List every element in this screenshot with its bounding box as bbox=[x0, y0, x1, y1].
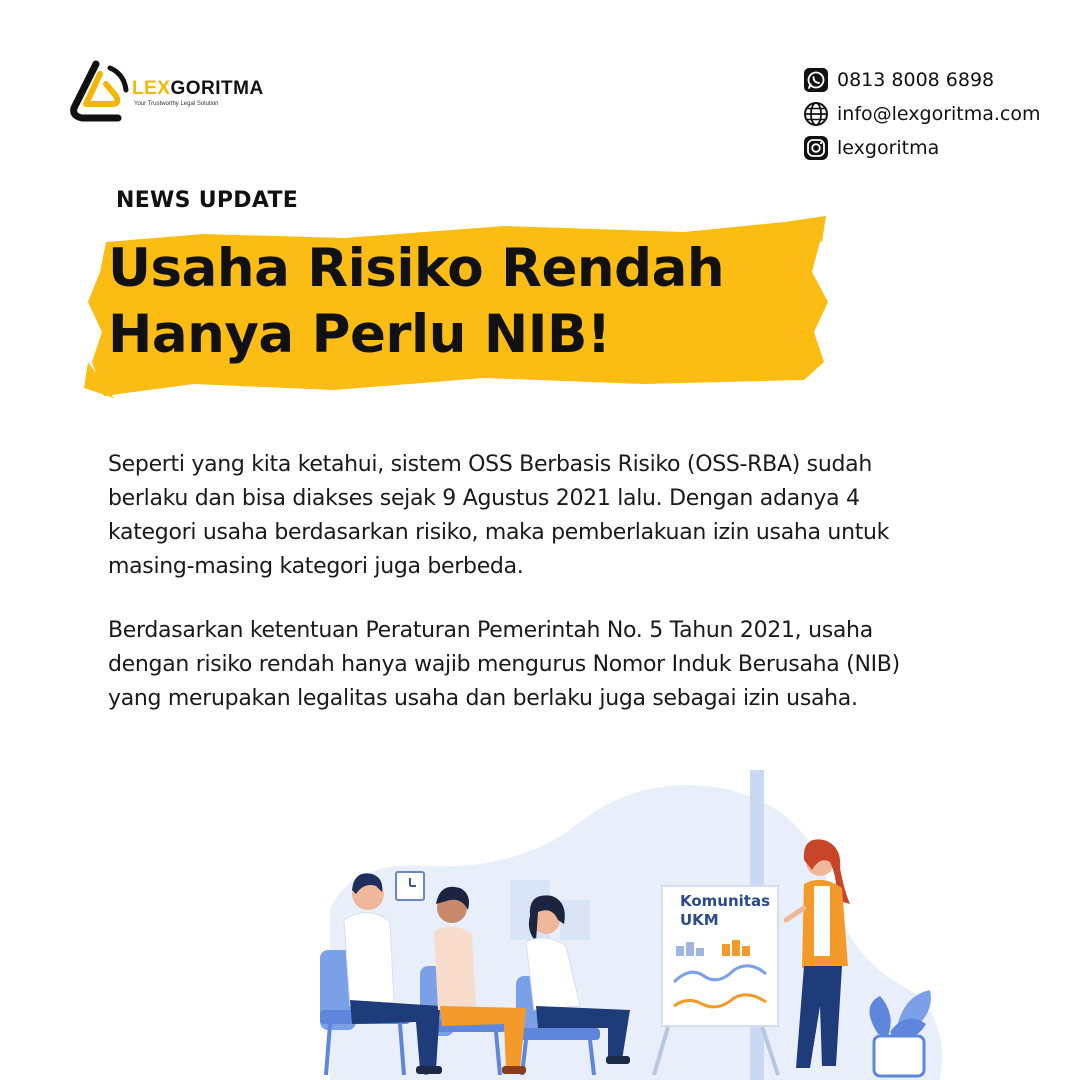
meeting-illustration bbox=[290, 770, 980, 1080]
headline-line-1: Usaha Risiko Rendah bbox=[108, 238, 725, 299]
meeting-scene-icon bbox=[290, 770, 980, 1080]
contact-list bbox=[803, 63, 1063, 165]
contact-instagram-text: lexgoritma bbox=[837, 137, 940, 159]
board-title-line-1: Komunitas bbox=[680, 892, 771, 910]
headline-title bbox=[108, 236, 828, 368]
brand-tagline: Your Trustworthy Legal Solution bbox=[134, 101, 219, 107]
instagram-icon bbox=[803, 135, 829, 161]
paragraph-2: Berdasarkan ketentuan Peraturan Pemerintah No. 5 Tahun 2021, usaha dengan risiko rendah hanya wajib mengurus Nomor Induk Berusaha (NIB) yang merupakan legalitas usaha dan berlaku juga sebagai izin usaha. bbox=[108, 618, 900, 711]
brand-logo bbox=[66, 60, 286, 126]
news-kicker: NEWS UPDATE bbox=[116, 188, 299, 213]
board-title bbox=[680, 892, 770, 930]
contact-email[interactable] bbox=[803, 97, 1063, 131]
headline-line-2: Hanya Perlu NIB! bbox=[108, 304, 611, 365]
contact-phone[interactable] bbox=[803, 63, 1063, 97]
logo-mark-icon bbox=[66, 60, 130, 126]
contact-instagram[interactable] bbox=[803, 131, 1063, 165]
whatsapp-icon bbox=[803, 67, 829, 93]
globe-icon bbox=[803, 101, 829, 127]
board-title-line-2: UKM bbox=[680, 911, 719, 929]
paragraph-1: Seperti yang kita ketahui, sistem OSS Berbasis Risiko (OSS-RBA) sudah berlaku dan bisa diakses sejak 9 Agustus 2021 lalu. Dengan adanya 4 kategori usaha berdasarkan risiko, maka pemberlakuan izin usaha untuk masing-masing kategori juga berbeda. bbox=[108, 452, 890, 579]
brand-name: LEXGORITMA bbox=[132, 78, 264, 99]
article-body bbox=[108, 448, 908, 746]
contact-phone-text: 0813 8008 6898 bbox=[837, 69, 995, 91]
contact-email-text: info@lexgoritma.com bbox=[837, 103, 1041, 125]
